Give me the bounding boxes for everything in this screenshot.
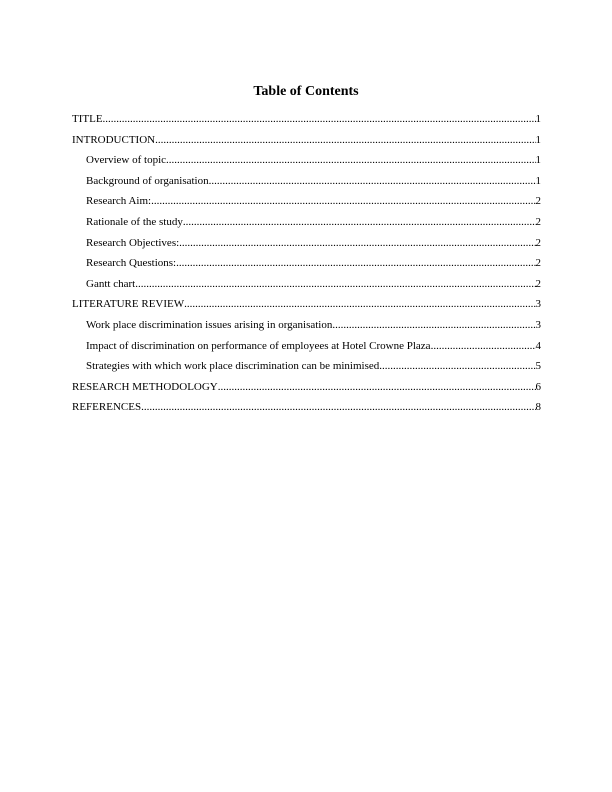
dot-leader xyxy=(135,277,535,291)
toc-entry-research-questions[interactable] xyxy=(72,256,541,277)
dot-leader xyxy=(155,133,535,147)
dot-leader xyxy=(431,339,536,353)
toc-entry-page: 4 xyxy=(535,339,541,352)
toc-entry-strategies-to-minimise-discrimination[interactable] xyxy=(72,359,541,380)
toc-entry-page: 3 xyxy=(535,298,541,311)
toc-entry-label: Background of organisation xyxy=(86,174,209,187)
toc-list xyxy=(72,112,541,421)
toc-entry-rationale-of-the-study[interactable] xyxy=(72,215,541,236)
toc-entry-page: 5 xyxy=(535,360,541,373)
toc-entry-label: Research Aim: xyxy=(86,195,152,208)
toc-entry-label: INTRODUCTION xyxy=(72,133,156,146)
toc-entry-title[interactable] xyxy=(72,112,541,133)
toc-entry-page: 8 xyxy=(535,401,541,414)
dot-leader xyxy=(166,153,535,167)
dot-leader xyxy=(218,380,536,394)
toc-entry-label: Impact of discrimination on performance of employees at Hotel Crowne Plaza xyxy=(86,339,431,352)
dot-leader xyxy=(379,359,535,373)
dot-leader xyxy=(184,297,535,311)
toc-entry-page: 1 xyxy=(535,154,541,167)
toc-heading: Table of Contents xyxy=(253,84,359,99)
toc-entry-label: Strategies with which work place discrimination can be minimised xyxy=(86,360,380,373)
toc-entry-page: 2 xyxy=(535,215,541,228)
dot-leader xyxy=(176,256,535,270)
toc-entry-research-objectives[interactable] xyxy=(72,236,541,257)
toc-entry-page: 6 xyxy=(535,380,541,393)
dot-leader xyxy=(332,318,535,332)
toc-entry-background-of-organisation[interactable] xyxy=(72,174,541,195)
toc-entry-label: TITLE xyxy=(72,113,103,125)
dot-leader xyxy=(179,236,535,250)
toc-entry-label: Research Questions: xyxy=(86,257,177,270)
dot-leader xyxy=(151,194,535,208)
toc-entry-gantt-chart[interactable] xyxy=(72,277,541,298)
toc-entry-literature-review[interactable] xyxy=(72,297,541,318)
toc-entry-page: 1 xyxy=(535,174,541,187)
toc-entry-label: Gantt chart xyxy=(86,277,136,290)
toc-entry-page: 2 xyxy=(535,257,541,270)
toc-entry-introduction[interactable] xyxy=(72,133,541,154)
toc-entry-references[interactable] xyxy=(72,400,541,421)
toc-entry-label: Overview of topic xyxy=(86,154,167,167)
toc-entry-label: RESEARCH METHODOLOGY xyxy=(72,380,218,393)
toc-entry-research-aim[interactable] xyxy=(72,194,541,215)
toc-entry-label: REFERENCES xyxy=(72,401,142,414)
toc-entry-page: 2 xyxy=(535,236,541,249)
toc-entry-page: 1 xyxy=(535,133,541,146)
toc-entry-page: 3 xyxy=(535,318,541,331)
dot-leader xyxy=(103,112,536,126)
toc-entry-page: 2 xyxy=(535,277,541,290)
toc-entry-overview-of-topic[interactable] xyxy=(72,153,541,174)
toc-entry-label: Rationale of the study xyxy=(86,215,183,228)
toc-entry-workplace-discrimination-issues[interactable] xyxy=(72,318,541,339)
toc-entry-page: 2 xyxy=(535,195,541,208)
toc-entry-page: 1 xyxy=(535,113,541,125)
dot-leader xyxy=(141,400,535,414)
toc-entry-research-methodology[interactable] xyxy=(72,380,541,401)
dot-leader xyxy=(183,215,536,229)
toc-entry-label: Work place discrimination issues arising in organisation xyxy=(86,318,333,331)
dot-leader xyxy=(209,174,536,188)
toc-entry-impact-of-discrimination[interactable] xyxy=(72,339,541,360)
toc-entry-label: LITERATURE REVIEW xyxy=(72,298,185,311)
toc-entry-label: Research Objectives: xyxy=(86,236,180,249)
